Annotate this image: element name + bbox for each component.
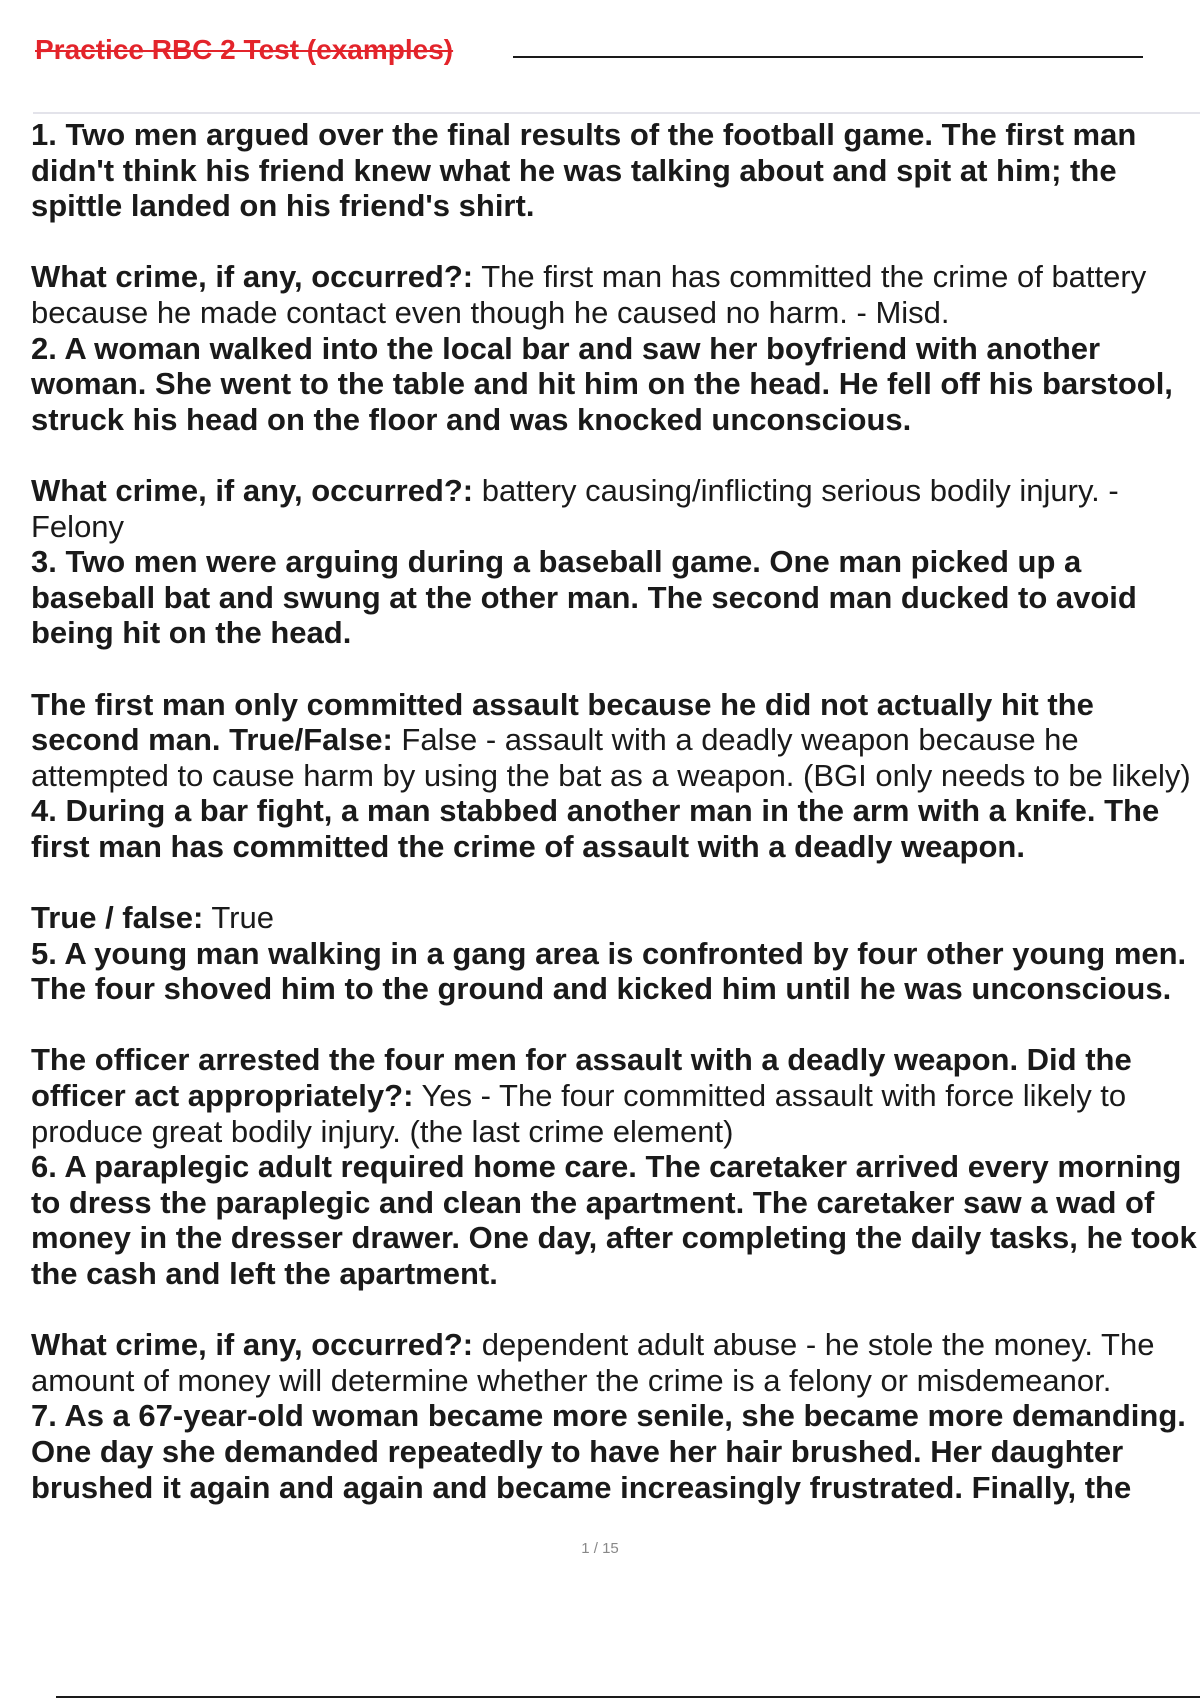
question-4: 4. During a bar fight, a man stabbed another man in the arm with a knife. The first man has committed the crime of assault with a deadly weapon. (31, 793, 1160, 864)
answer-label-4: True / false: (31, 900, 204, 936)
answer-label-6: What crime, if any, occurred?: (31, 1327, 474, 1363)
footer-rule (56, 1696, 1200, 1698)
document-title: Practice RBC 2 Test (examples) (35, 34, 454, 65)
title-rule (513, 56, 1143, 58)
answer-text-1: The first man has committed the crime of battery because he made contact even though he caused no harm. - Misd. (31, 259, 1147, 330)
document-body (31, 117, 1200, 1505)
question-5: 5. A young man walking in a gang area is confronted by four other young men. The four shoved him to the ground and kicked him until he was unconscious. (31, 935, 1187, 1007)
qa-item-4 (31, 793, 1200, 935)
answer-text-3: False - assault with a deadly weapon because he attempted to cause harm by using the bat as a weapon. (BGI only needs to be likely) (31, 722, 1191, 793)
qa-item-3 (31, 544, 1200, 793)
page-number: 1 / 15 (581, 1540, 619, 1557)
answer-text-5: Yes - The four committed assault with force likely to produce great bodily injury. (the last crime element) (31, 1078, 1127, 1149)
question-6: 6. A paraplegic adult required home care. The caretaker arrived every morning to dress the paraplegic and clean the apartment. The caretaker saw a wad of money in the dresser drawer. One day, after completing the daily tasks, he took the cash and left the apartment. (31, 1149, 1197, 1291)
question-7: 7. As a 67-year-old woman became more senile, she became more demanding. One day she demanded repeatedly to have her hair brushed. Her daughter brushed it again and again and became increasingly frustrated. Finally, the (31, 1398, 1186, 1505)
qa-item-1 (31, 117, 1200, 331)
answer-5 (31, 1042, 1200, 1149)
answer-text-4: True (203, 900, 274, 936)
answer-text-2: battery causing/inflicting serious bodily injury. - Felony (31, 472, 1119, 544)
answer-label-5: The officer arrested the four men for assault with a deadly weapon. Did the officer act appropriately?: (31, 1042, 1132, 1114)
answer-2 (31, 473, 1200, 544)
answer-label-1: What crime, if any, occurred?: (31, 259, 474, 295)
qa-item-7 (31, 1398, 1200, 1505)
answer-label-3: The first man only committed assault because he did not actually hit the second man. True/False: (31, 686, 1094, 758)
answer-4 (31, 900, 1200, 936)
question-1: 1. Two men argued over the final results of the football game. The first man didn't think his friend knew what he was talking about and spit at him; the spittle landed on his friend's shirt. (31, 117, 1137, 224)
answer-3 (31, 687, 1200, 794)
answer-text-6: dependent adult abuse - he stole the money. The amount of money will determine whether the crime is a felony or misdemeanor. (31, 1327, 1155, 1398)
document-header (35, 32, 1143, 68)
qa-item-6 (31, 1149, 1200, 1398)
answer-6 (31, 1327, 1200, 1398)
question-3: 3. Two men were arguing during a baseball game. One man picked up a baseball bat and swung at the other man. The second man ducked to avoid being hit on the head. (31, 544, 1137, 651)
qa-item-5 (31, 936, 1200, 1150)
answer-1 (31, 259, 1200, 330)
qa-item-2 (31, 331, 1200, 545)
header-divider (33, 112, 1200, 114)
question-2: 2. A woman walked into the local bar and saw her boyfriend with another woman. She went to the table and hit him on the head. He fell off his barstool, struck his head on the floor and was knocked unconscious. (31, 330, 1173, 437)
answer-label-2: What crime, if any, occurred?: (31, 472, 474, 508)
